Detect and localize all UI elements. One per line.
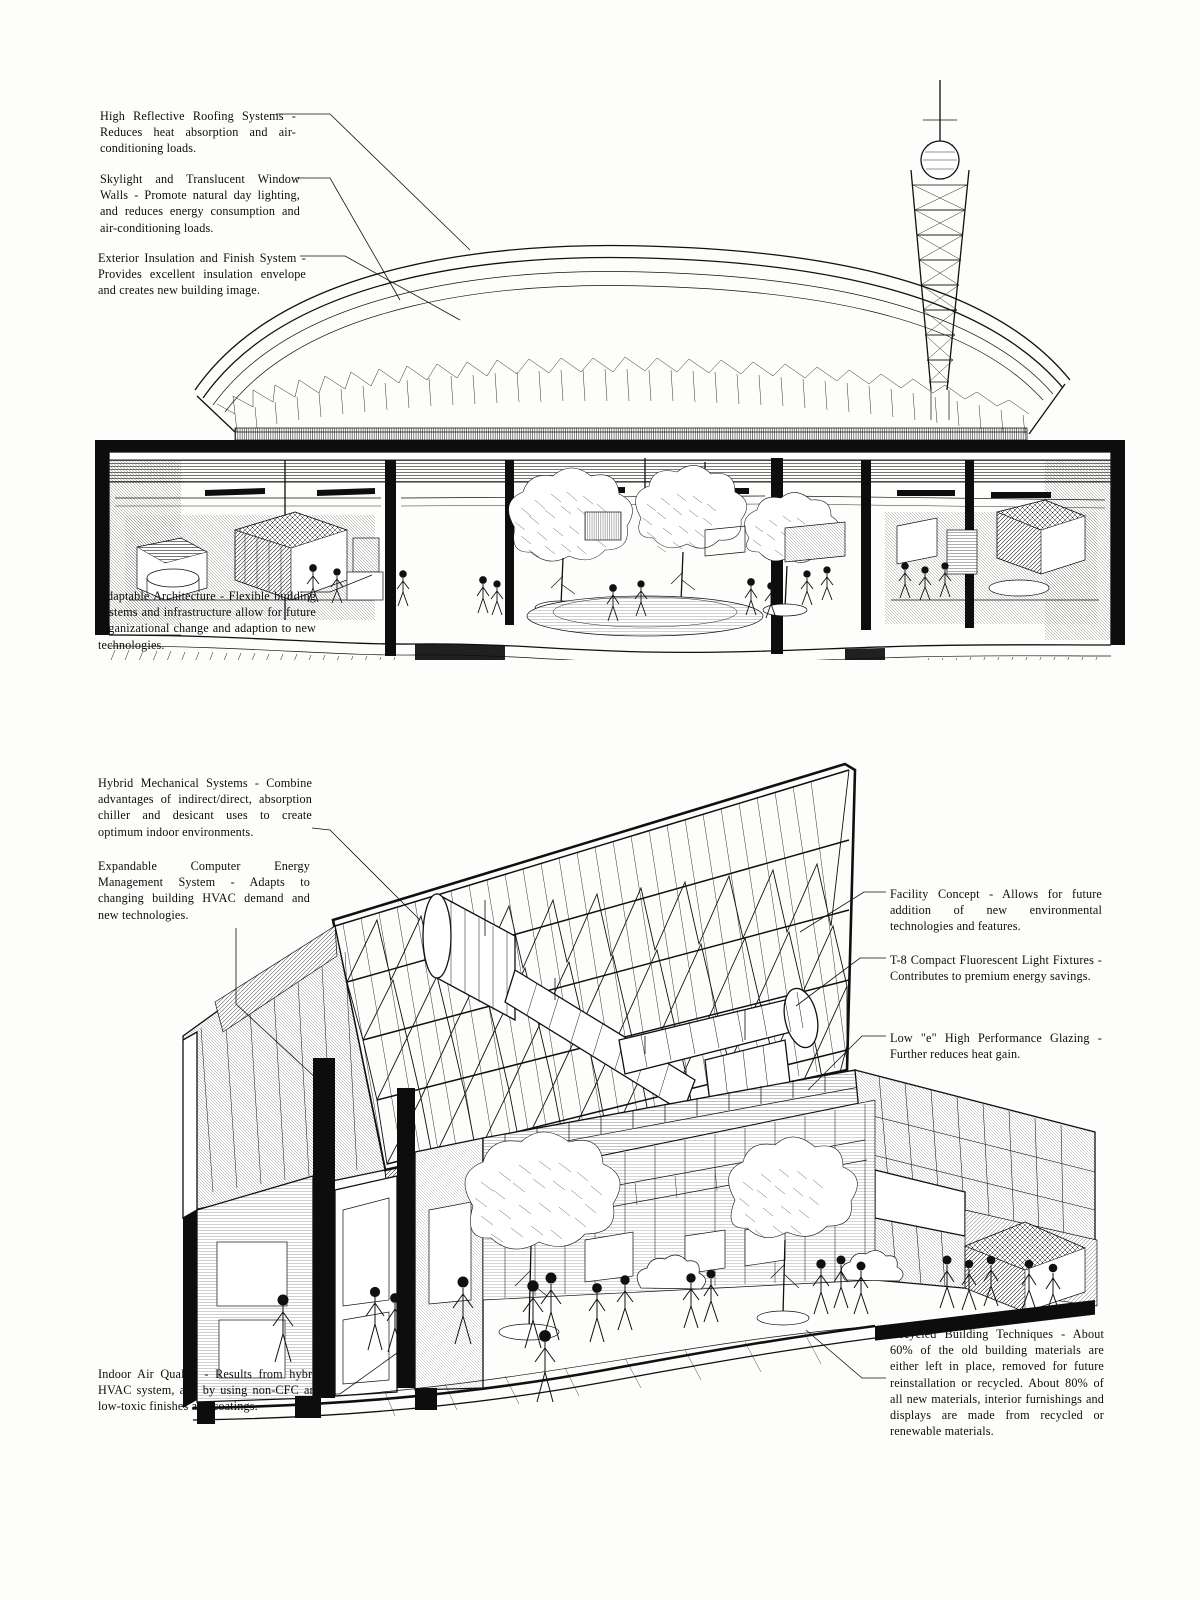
callout-body: hybrid HVAC system, and by using non-CFC and low-toxic finishes and coatings. bbox=[98, 1367, 322, 1414]
callout-title: Skylight and Translucent Window bbox=[100, 172, 300, 186]
callout-title: Facility Concept - Allows for future bbox=[890, 887, 1102, 901]
callout-title: Indoor Air Quality - Results from bbox=[98, 1367, 283, 1381]
callout-body: advantages of indirect/direct, absorption chiller and desicant uses to create optimum indoor environments. bbox=[98, 792, 312, 839]
callout-body: Fixtures - Contributes to premium energy savings. bbox=[890, 953, 1102, 984]
callout-body: building systems and infrastructure allow for future organizational change and adaption to new technologies. bbox=[98, 589, 316, 652]
callout-title: Exterior Insulation and Finish System - bbox=[98, 251, 306, 265]
callout-title: Expandable Computer Energy bbox=[98, 859, 310, 873]
callout-title: High Reflective Roofing Systems - bbox=[100, 109, 296, 123]
callout-body: Walls - Promote natural day lighting, and reduces energy consumption and air-conditioning loads. bbox=[100, 188, 300, 235]
callout-body: Reduces heat absorption and air-conditioning loads. bbox=[100, 125, 296, 156]
callout-body: Further reduces heat gain. bbox=[890, 1047, 1021, 1062]
callout-body: 60% of the old building materials are either left in place, removed for future reinstallation or recycled. About 80% of all new materials, interior furnishings and displays are made from recycled or renewable materials. bbox=[890, 1343, 1104, 1439]
callout-title: Hybrid Mechanical Systems - Combine bbox=[98, 776, 312, 790]
callout-title: Recycled Building Techniques - About bbox=[890, 1327, 1104, 1341]
callout-title: Adaptable Architecture - Flexible bbox=[98, 589, 270, 603]
callout-title: Low "e" High Performance Glazing - bbox=[890, 1031, 1102, 1045]
callout-body: Management System - Adapts to changing building HVAC demand and new technologies. bbox=[98, 875, 310, 922]
callout-body: Provides excellent insulation envelope and creates new building image. bbox=[98, 267, 306, 298]
callout-body: addition of new environmental technologies and features. bbox=[890, 903, 1102, 934]
callout-title: T-8 Compact Fluorescent Light bbox=[890, 953, 1050, 967]
